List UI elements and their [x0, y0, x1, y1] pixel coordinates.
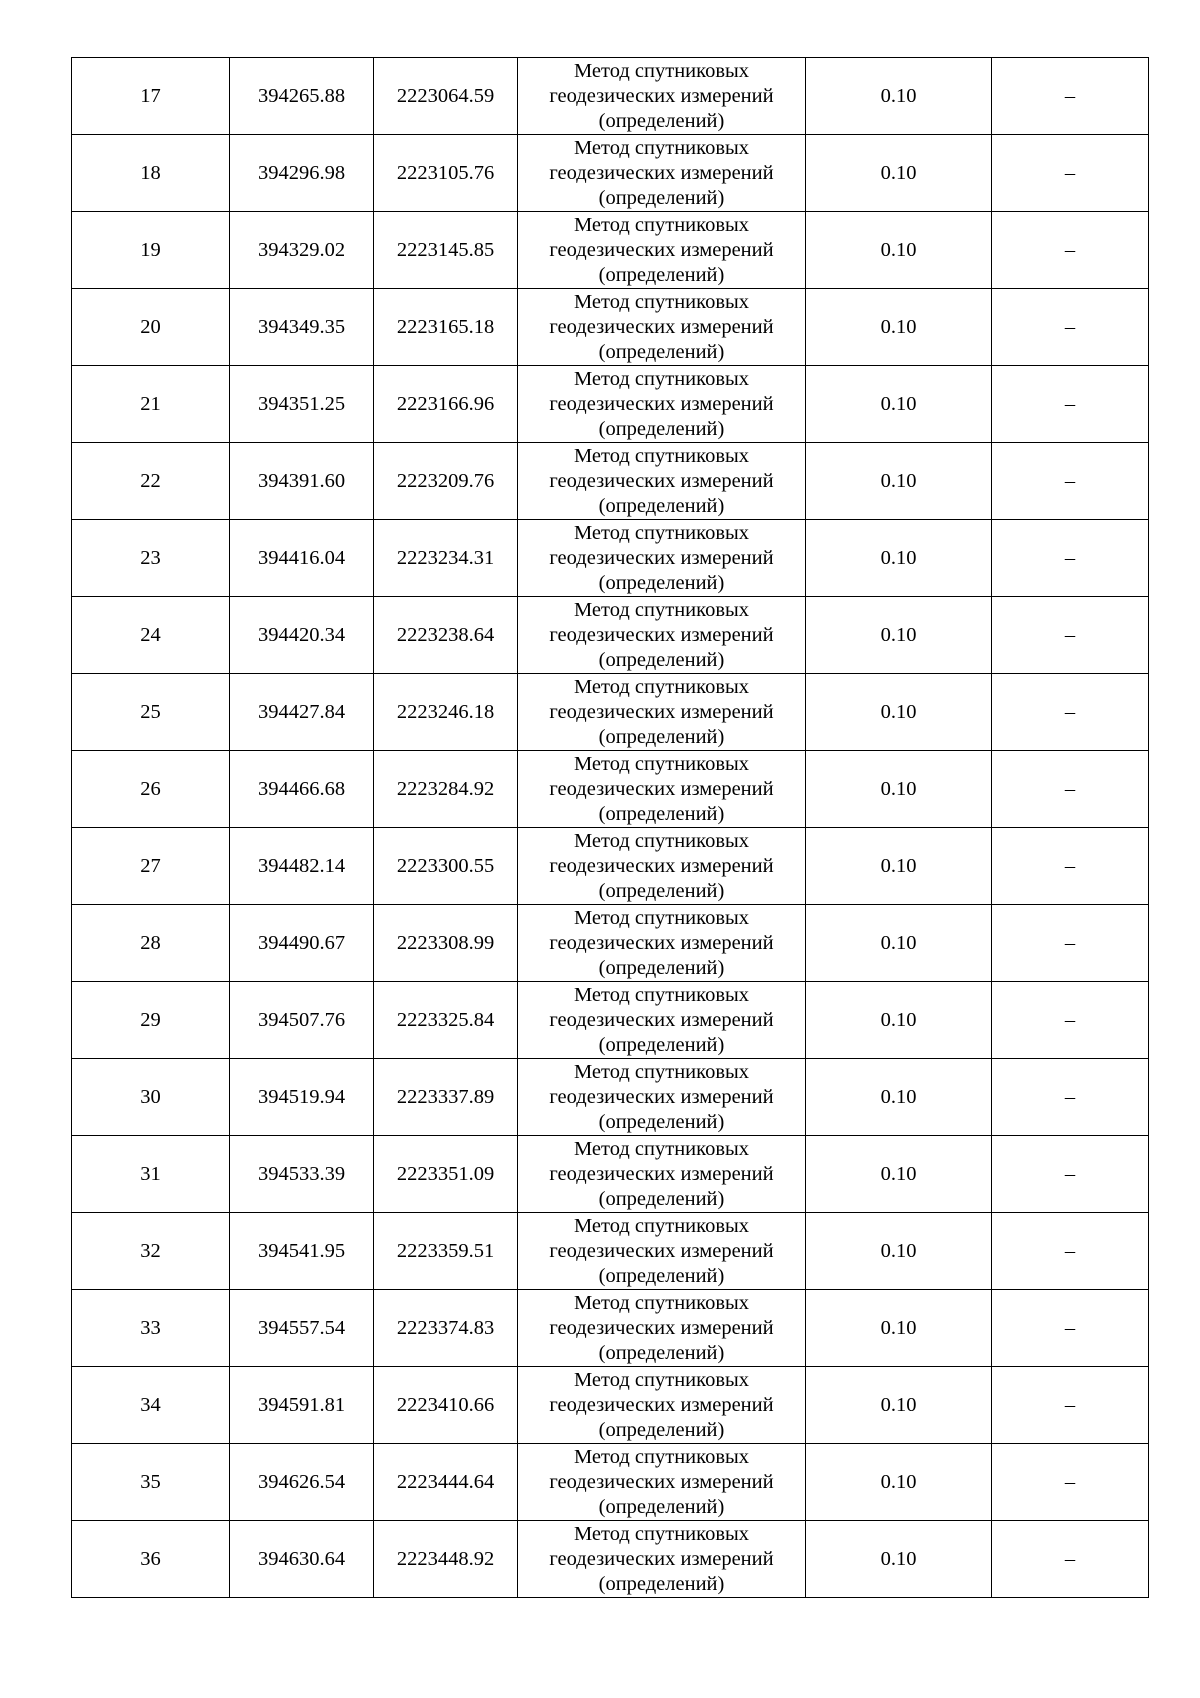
- point-number-cell: 18: [72, 135, 230, 212]
- point-number-cell: 21: [72, 366, 230, 443]
- point-number-cell: 36: [72, 1521, 230, 1598]
- method-text-line: геодезических измерений: [549, 1393, 774, 1416]
- method-cell: [518, 1444, 806, 1521]
- y-coordinate-cell: 2223325.84: [374, 982, 518, 1059]
- table-row: [72, 982, 1149, 1059]
- note-cell: –: [992, 1213, 1149, 1290]
- method-text-line: Метод спутниковых: [573, 752, 750, 775]
- method-text-line: геодезических измерений: [549, 469, 774, 492]
- method-text-line: (определений): [598, 263, 725, 286]
- accuracy-cell: 0.10: [806, 58, 992, 135]
- method-cell: [518, 751, 806, 828]
- method-text-line: геодезических измерений: [549, 931, 774, 954]
- method-text-line: геодезических измерений: [549, 700, 774, 723]
- point-number-cell: 24: [72, 597, 230, 674]
- accuracy-cell: 0.10: [806, 366, 992, 443]
- method-cell: [518, 1521, 806, 1598]
- y-coordinate-cell: 2223337.89: [374, 1059, 518, 1136]
- method-text-line: (определений): [598, 571, 725, 594]
- y-coordinate-cell: 2223105.76: [374, 135, 518, 212]
- table-row: [72, 1290, 1149, 1367]
- x-coordinate-cell: 394265.88: [230, 58, 374, 135]
- accuracy-cell: 0.10: [806, 905, 992, 982]
- x-coordinate-cell: 394427.84: [230, 674, 374, 751]
- method-text-line: (определений): [598, 417, 725, 440]
- accuracy-cell: 0.10: [806, 520, 992, 597]
- method-text-line: геодезических измерений: [549, 623, 774, 646]
- note-cell: –: [992, 597, 1149, 674]
- method-text-line: Метод спутниковых: [573, 1445, 750, 1468]
- note-cell: –: [992, 1367, 1149, 1444]
- note-cell: –: [992, 1059, 1149, 1136]
- method-cell: [518, 366, 806, 443]
- note-cell: –: [992, 751, 1149, 828]
- accuracy-cell: 0.10: [806, 1136, 992, 1213]
- table-row: [72, 828, 1149, 905]
- table-row: [72, 212, 1149, 289]
- x-coordinate-cell: 394519.94: [230, 1059, 374, 1136]
- method-text-line: Метод спутниковых: [573, 983, 750, 1006]
- method-cell: [518, 443, 806, 520]
- x-coordinate-cell: 394541.95: [230, 1213, 374, 1290]
- method-text-line: Метод спутниковых: [573, 829, 750, 852]
- accuracy-cell: 0.10: [806, 982, 992, 1059]
- method-text-line: геодезических измерений: [549, 1008, 774, 1031]
- x-coordinate-cell: 394507.76: [230, 982, 374, 1059]
- y-coordinate-cell: 2223300.55: [374, 828, 518, 905]
- point-number-cell: 17: [72, 58, 230, 135]
- y-coordinate-cell: 2223064.59: [374, 58, 518, 135]
- table-row: [72, 1059, 1149, 1136]
- table-row: [72, 135, 1149, 212]
- x-coordinate-cell: 394626.54: [230, 1444, 374, 1521]
- accuracy-cell: 0.10: [806, 1367, 992, 1444]
- note-cell: –: [992, 212, 1149, 289]
- method-text-line: геодезических измерений: [549, 161, 774, 184]
- method-text-line: (определений): [598, 725, 725, 748]
- point-number-cell: 28: [72, 905, 230, 982]
- point-number-cell: 22: [72, 443, 230, 520]
- accuracy-cell: 0.10: [806, 597, 992, 674]
- note-cell: –: [992, 905, 1149, 982]
- method-text-line: Метод спутниковых: [573, 1214, 750, 1237]
- method-text-line: Метод спутниковых: [573, 598, 750, 621]
- method-text-line: (определений): [598, 1110, 725, 1133]
- note-cell: –: [992, 1136, 1149, 1213]
- method-text-line: (определений): [598, 1033, 725, 1056]
- accuracy-cell: 0.10: [806, 828, 992, 905]
- method-text-line: геодезических измерений: [549, 1470, 774, 1493]
- method-text-line: Метод спутниковых: [573, 136, 750, 159]
- y-coordinate-cell: 2223448.92: [374, 1521, 518, 1598]
- method-text-line: геодезических измерений: [549, 1547, 774, 1570]
- y-coordinate-cell: 2223145.85: [374, 212, 518, 289]
- table-row: [72, 289, 1149, 366]
- point-number-cell: 31: [72, 1136, 230, 1213]
- point-number-cell: 30: [72, 1059, 230, 1136]
- method-text-line: геодезических измерений: [549, 1162, 774, 1185]
- table-row: [72, 751, 1149, 828]
- x-coordinate-cell: 394349.35: [230, 289, 374, 366]
- coordinates-table-body: [72, 58, 1149, 1598]
- point-number-cell: 19: [72, 212, 230, 289]
- point-number-cell: 32: [72, 1213, 230, 1290]
- table-row: [72, 1213, 1149, 1290]
- method-text-line: (определений): [598, 494, 725, 517]
- method-cell: [518, 1059, 806, 1136]
- method-cell: [518, 289, 806, 366]
- method-cell: [518, 674, 806, 751]
- table-row: [72, 905, 1149, 982]
- method-text-line: (определений): [598, 186, 725, 209]
- accuracy-cell: 0.10: [806, 1444, 992, 1521]
- method-text-line: Метод спутниковых: [573, 1522, 750, 1545]
- note-cell: –: [992, 443, 1149, 520]
- y-coordinate-cell: 2223410.66: [374, 1367, 518, 1444]
- note-cell: –: [992, 1444, 1149, 1521]
- note-cell: –: [992, 828, 1149, 905]
- y-coordinate-cell: 2223165.18: [374, 289, 518, 366]
- y-coordinate-cell: 2223351.09: [374, 1136, 518, 1213]
- method-text-line: Метод спутниковых: [573, 444, 750, 467]
- method-text-line: геодезических измерений: [549, 546, 774, 569]
- point-number-cell: 34: [72, 1367, 230, 1444]
- x-coordinate-cell: 394482.14: [230, 828, 374, 905]
- accuracy-cell: 0.10: [806, 1213, 992, 1290]
- method-cell: [518, 1367, 806, 1444]
- method-text-line: (определений): [598, 1572, 725, 1595]
- x-coordinate-cell: 394420.34: [230, 597, 374, 674]
- method-cell: [518, 1213, 806, 1290]
- note-cell: –: [992, 1521, 1149, 1598]
- method-text-line: (определений): [598, 956, 725, 979]
- method-text-line: Метод спутниковых: [573, 675, 750, 698]
- method-text-line: (определений): [598, 340, 725, 363]
- x-coordinate-cell: 394329.02: [230, 212, 374, 289]
- table-row: [72, 597, 1149, 674]
- x-coordinate-cell: 394490.67: [230, 905, 374, 982]
- accuracy-cell: 0.10: [806, 1059, 992, 1136]
- method-text-line: (определений): [598, 648, 725, 671]
- accuracy-cell: 0.10: [806, 135, 992, 212]
- note-cell: –: [992, 1290, 1149, 1367]
- x-coordinate-cell: 394591.81: [230, 1367, 374, 1444]
- point-number-cell: 20: [72, 289, 230, 366]
- method-cell: [518, 1290, 806, 1367]
- accuracy-cell: 0.10: [806, 443, 992, 520]
- table-row: [72, 58, 1149, 135]
- method-text-line: геодезических измерений: [549, 238, 774, 261]
- method-cell: [518, 597, 806, 674]
- x-coordinate-cell: 394533.39: [230, 1136, 374, 1213]
- y-coordinate-cell: 2223238.64: [374, 597, 518, 674]
- method-text-line: (определений): [598, 1264, 725, 1287]
- method-text-line: Метод спутниковых: [573, 59, 750, 82]
- method-text-line: Метод спутниковых: [573, 1137, 750, 1160]
- table-row: [72, 1521, 1149, 1598]
- method-text-line: Метод спутниковых: [573, 290, 750, 313]
- method-cell: [518, 212, 806, 289]
- method-cell: [518, 982, 806, 1059]
- method-text-line: геодезических измерений: [549, 1085, 774, 1108]
- y-coordinate-cell: 2223166.96: [374, 366, 518, 443]
- y-coordinate-cell: 2223246.18: [374, 674, 518, 751]
- y-coordinate-cell: 2223444.64: [374, 1444, 518, 1521]
- method-text-line: геодезических измерений: [549, 777, 774, 800]
- coordinates-table: [71, 57, 1149, 1598]
- point-number-cell: 23: [72, 520, 230, 597]
- method-cell: [518, 1136, 806, 1213]
- x-coordinate-cell: 394351.25: [230, 366, 374, 443]
- method-text-line: Метод спутниковых: [573, 367, 750, 390]
- table-row: [72, 1367, 1149, 1444]
- method-text-line: геодезических измерений: [549, 315, 774, 338]
- accuracy-cell: 0.10: [806, 289, 992, 366]
- method-text-line: Метод спутниковых: [573, 213, 750, 236]
- note-cell: –: [992, 674, 1149, 751]
- method-text-line: Метод спутниковых: [573, 1291, 750, 1314]
- method-text-line: геодезических измерений: [549, 84, 774, 107]
- point-number-cell: 27: [72, 828, 230, 905]
- note-cell: –: [992, 289, 1149, 366]
- accuracy-cell: 0.10: [806, 1521, 992, 1598]
- method-text-line: Метод спутниковых: [573, 1368, 750, 1391]
- method-text-line: геодезических измерений: [549, 1316, 774, 1339]
- method-cell: [518, 905, 806, 982]
- x-coordinate-cell: 394416.04: [230, 520, 374, 597]
- point-number-cell: 35: [72, 1444, 230, 1521]
- method-text-line: (определений): [598, 1341, 725, 1364]
- note-cell: –: [992, 58, 1149, 135]
- accuracy-cell: 0.10: [806, 212, 992, 289]
- method-text-line: Метод спутниковых: [573, 521, 750, 544]
- method-text-line: геодезических измерений: [549, 854, 774, 877]
- point-number-cell: 33: [72, 1290, 230, 1367]
- table-row: [72, 1136, 1149, 1213]
- method-text-line: (определений): [598, 879, 725, 902]
- method-text-line: (определений): [598, 1495, 725, 1518]
- accuracy-cell: 0.10: [806, 1290, 992, 1367]
- x-coordinate-cell: 394557.54: [230, 1290, 374, 1367]
- method-text-line: (определений): [598, 109, 725, 132]
- table-row: [72, 443, 1149, 520]
- accuracy-cell: 0.10: [806, 674, 992, 751]
- method-cell: [518, 520, 806, 597]
- table-row: [72, 366, 1149, 443]
- method-text-line: геодезических измерений: [549, 392, 774, 415]
- method-text-line: геодезических измерений: [549, 1239, 774, 1262]
- y-coordinate-cell: 2223308.99: [374, 905, 518, 982]
- method-cell: [518, 58, 806, 135]
- note-cell: –: [992, 520, 1149, 597]
- table-row: [72, 1444, 1149, 1521]
- y-coordinate-cell: 2223374.83: [374, 1290, 518, 1367]
- table-row: [72, 674, 1149, 751]
- y-coordinate-cell: 2223234.31: [374, 520, 518, 597]
- y-coordinate-cell: 2223284.92: [374, 751, 518, 828]
- point-number-cell: 26: [72, 751, 230, 828]
- note-cell: –: [992, 982, 1149, 1059]
- method-text-line: Метод спутниковых: [573, 906, 750, 929]
- y-coordinate-cell: 2223209.76: [374, 443, 518, 520]
- x-coordinate-cell: 394466.68: [230, 751, 374, 828]
- method-cell: [518, 135, 806, 212]
- x-coordinate-cell: 394630.64: [230, 1521, 374, 1598]
- note-cell: –: [992, 366, 1149, 443]
- y-coordinate-cell: 2223359.51: [374, 1213, 518, 1290]
- method-text-line: (определений): [598, 802, 725, 825]
- x-coordinate-cell: 394296.98: [230, 135, 374, 212]
- note-cell: –: [992, 135, 1149, 212]
- point-number-cell: 29: [72, 982, 230, 1059]
- table-row: [72, 520, 1149, 597]
- method-text-line: (определений): [598, 1187, 725, 1210]
- accuracy-cell: 0.10: [806, 751, 992, 828]
- method-text-line: (определений): [598, 1418, 725, 1441]
- point-number-cell: 25: [72, 674, 230, 751]
- method-cell: [518, 828, 806, 905]
- x-coordinate-cell: 394391.60: [230, 443, 374, 520]
- method-text-line: Метод спутниковых: [573, 1060, 750, 1083]
